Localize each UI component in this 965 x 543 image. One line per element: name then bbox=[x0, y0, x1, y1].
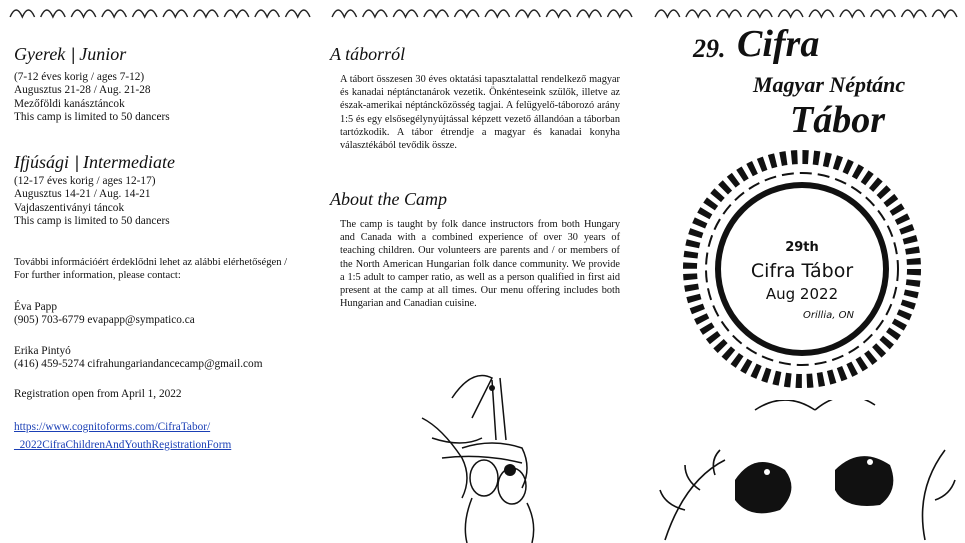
badge-name: Cifra Tábor bbox=[750, 260, 854, 282]
folk-birds-illustration bbox=[645, 400, 965, 543]
contact-1 bbox=[14, 301, 314, 328]
info-line-en: For further information, please contact: bbox=[14, 270, 181, 282]
title-tabor: Tábor bbox=[790, 99, 885, 141]
contact-name: Éva Papp bbox=[14, 301, 57, 313]
intermediate-limit: This camp is limited to 50 dancers bbox=[14, 215, 170, 228]
about-hu-text: A tábort összesen 30 éves oktatási tapasztalattal rendelkező magyar és kanadai néptánctanárok vezetik. Önkénteseink szülők, illetve az észak-amerikai néptáncközösség tagjai. A felügyelő-táborozó arány 1:5 és egy elsősegélynyújtással képzett vezető állandóan a táborban tartózkodik. A tábor étrendje a magyar és kanadai konyha választékából tevődik össze. bbox=[340, 74, 620, 152]
intermediate-ages: (12-17 éves korig / ages 12-17) bbox=[14, 175, 156, 187]
registration-text: Registration open from April 1, 2022 bbox=[14, 388, 182, 400]
info-section bbox=[14, 256, 314, 283]
junior-limit: This camp is limited to 50 dancers bbox=[14, 111, 170, 124]
middle-panel bbox=[322, 0, 640, 543]
about-en-heading: About the Camp bbox=[330, 189, 447, 209]
about-en-text: The camp is taught by folk dance instructors from both Hungary and Canada with a combined experience of over 30 years of teaching children. Our volunteers are parents and / or members of the North American Hungarian folk dance community. We provide a 1:5 adult to camper ratio, as well as a person qualified in first aid present at the camp at all times. Our menu offering includes both Hungarian and Canadian cuisine. bbox=[340, 219, 620, 310]
intermediate-heading: Ifjúsági | Intermediate bbox=[14, 152, 175, 172]
registration-link[interactable] bbox=[14, 421, 231, 451]
about-en-section bbox=[330, 189, 630, 321]
contact-name: Erika Pintyó bbox=[14, 345, 71, 357]
right-panel bbox=[645, 0, 965, 543]
intermediate-dates: Augusztus 14-21 / Aug. 14-21 bbox=[14, 188, 151, 201]
badge-edition: 29th bbox=[785, 240, 819, 255]
link-line-2: _2022CifraChildrenAndYouthRegistrationForm bbox=[14, 439, 232, 451]
link-line-1: https://www.cognitoforms.com/CifraTabor/ bbox=[14, 421, 211, 433]
intermediate-dances: Vajdaszentiványi táncok bbox=[14, 201, 125, 214]
folk-border-ornament bbox=[6, 3, 312, 21]
junior-dances: Mezőföldi kanásztáncok bbox=[14, 97, 125, 110]
dancing-couple-illustration bbox=[392, 368, 572, 543]
about-hu-section bbox=[330, 44, 630, 163]
contact-2 bbox=[14, 345, 314, 372]
registration-note bbox=[14, 388, 314, 401]
badge-date: Aug 2022 bbox=[765, 285, 839, 303]
junior-ages: (7-12 éves korig / ages 7-12) bbox=[14, 71, 145, 83]
info-line-hu: További információért érdeklődni lehet az alábbi elérhetőségen / bbox=[14, 257, 288, 268]
title-cifra: Cifra bbox=[737, 23, 820, 65]
contact-details: (905) 703-6779 evapapp@sympatico.ca bbox=[14, 314, 195, 327]
edition-number: 29. bbox=[693, 34, 726, 63]
left-panel bbox=[0, 0, 318, 543]
badge-location: Orillia, ON bbox=[803, 310, 854, 321]
junior-section bbox=[14, 44, 314, 125]
title-magyar-neptanc: Magyar Néptánc bbox=[753, 72, 906, 97]
junior-dates: Augusztus 21-28 / Aug. 21-28 bbox=[14, 84, 151, 97]
contact-details: (416) 459-5274 cifrahungariandancecamp@gmail.com bbox=[14, 358, 263, 371]
intermediate-section bbox=[14, 152, 314, 229]
about-hu-heading: A táborról bbox=[330, 44, 406, 64]
junior-heading: Gyerek | Junior bbox=[14, 44, 127, 64]
registration-link-block bbox=[14, 417, 314, 453]
folk-border-ornament bbox=[328, 3, 634, 21]
folk-border-ornament bbox=[651, 3, 959, 21]
